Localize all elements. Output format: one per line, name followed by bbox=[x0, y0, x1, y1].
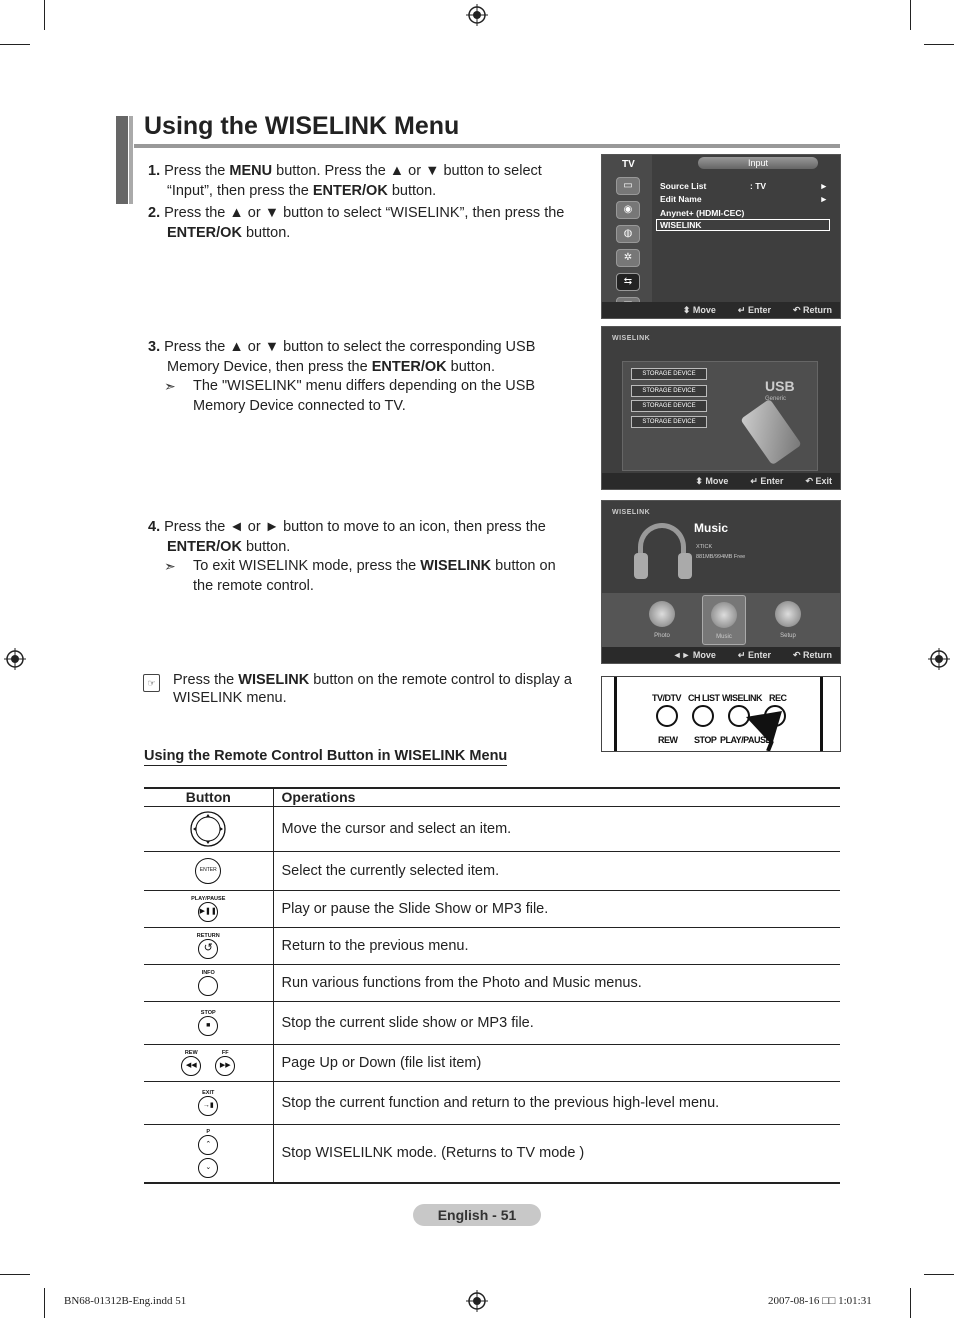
operation-text: Move the cursor and select an item. bbox=[273, 806, 840, 851]
picture-icon: ▭ bbox=[616, 177, 640, 195]
remote-label-rew: REW bbox=[658, 735, 678, 745]
button-cell bbox=[144, 1124, 273, 1183]
registration-mark-icon bbox=[4, 648, 26, 670]
crop-mark bbox=[0, 44, 30, 45]
menu-item-source-list: Source List : TV ► bbox=[660, 181, 828, 191]
usb-label: USB bbox=[765, 378, 795, 394]
step-4-note: ➣ To exit WISELINK mode, press the WISELINK button on the remote control. bbox=[164, 558, 556, 594]
step-3-note: ➣ The "WISELINK" menu differs depending on the USB Memory Device connected to TV. bbox=[164, 378, 536, 414]
sound-icon: ◉ bbox=[616, 201, 640, 219]
table-row bbox=[144, 1001, 840, 1044]
stop-button-icon: STOP ■ bbox=[198, 1010, 218, 1036]
registration-mark-icon bbox=[466, 4, 488, 26]
fast-forward-icon: ▶▶ bbox=[215, 1056, 235, 1076]
table-row bbox=[144, 1124, 840, 1183]
crop-mark bbox=[910, 1288, 911, 1318]
remote-control-illustration bbox=[601, 676, 841, 752]
play-pause-button-icon: PLAY/PAUSE ▶❚❚ bbox=[191, 896, 225, 922]
step-4: 4. Press the ◄ or ► button to move to an icon, then press the ENTER/OK button. ➣ To exit WISELINK mode, press the WISELINK button on the remote control. bbox=[148, 518, 588, 596]
menu-item-anynet: Anynet+ (HDMI-CEC) bbox=[660, 208, 745, 218]
crop-mark bbox=[924, 44, 954, 45]
title-accent-bar bbox=[116, 116, 128, 204]
info-icon bbox=[198, 976, 218, 996]
direction-pad-icon bbox=[189, 810, 227, 848]
button-cell bbox=[144, 806, 273, 851]
remote-label-playpause: PLAY/PAUSE bbox=[720, 735, 772, 745]
operation-text: Stop the current function and return to the previous high-level menu. bbox=[273, 1081, 840, 1124]
table-row bbox=[144, 1081, 840, 1124]
page-number: English - 51 bbox=[413, 1204, 541, 1226]
wiselink-logo: WISELINK bbox=[612, 335, 651, 342]
step-1-2 bbox=[148, 162, 588, 243]
device-panel bbox=[622, 361, 818, 471]
usb-generic-label: Generic bbox=[765, 396, 787, 402]
rew-button-icon: REW ◀◀ bbox=[181, 1050, 201, 1076]
rewind-icon: ◀◀ bbox=[181, 1056, 201, 1076]
storage-device-item: STORAGE DEVICE bbox=[631, 400, 707, 412]
column-header-operations: Operations bbox=[273, 788, 840, 806]
setup-icon: ✲ bbox=[616, 249, 640, 267]
title-rule bbox=[134, 144, 840, 148]
table-row bbox=[144, 806, 840, 851]
headphones-icon bbox=[678, 553, 692, 579]
section-heading: Using the Remote Control Button in WISELINK Menu bbox=[144, 748, 508, 764]
note-arrow-icon: ➣ bbox=[164, 558, 176, 574]
chevron-down-icon: ⌄ bbox=[198, 1158, 218, 1178]
remote-button bbox=[656, 705, 678, 727]
remote-label-rec: REC bbox=[769, 693, 787, 703]
operation-text: Page Up or Down (file list item) bbox=[273, 1044, 840, 1081]
device-name: XTICK bbox=[696, 544, 713, 550]
button-cell bbox=[144, 1044, 273, 1081]
enter-button-icon: ENTER bbox=[195, 858, 221, 884]
menu-item-edit-name: Edit Name ► bbox=[660, 194, 828, 204]
button-cell bbox=[144, 1001, 273, 1044]
photo-menu-item: Photo bbox=[640, 595, 684, 645]
button-cell bbox=[144, 851, 273, 890]
music-menu-item: Music bbox=[702, 595, 746, 645]
return-icon: ↺ bbox=[198, 939, 218, 959]
button-cell bbox=[144, 964, 273, 1001]
return-button-icon: RETURN ↺ bbox=[197, 933, 220, 959]
device-free-space: 881MB/994MB Free bbox=[696, 554, 746, 560]
remote-label-tvdtv: TV/DTV bbox=[652, 693, 682, 703]
crop-mark bbox=[0, 1274, 30, 1275]
operation-text: Run various functions from the Photo and Music menus. bbox=[273, 964, 840, 1001]
chevron-up-icon: ⌃ bbox=[198, 1135, 218, 1155]
tip-text: Press the WISELINK button on the remote control to display a WISELINK menu. bbox=[173, 672, 572, 706]
step-2: 2. Press the ▲ or ▼ button to select “WISELINK”, then press the ENTER/OK button. bbox=[148, 205, 565, 241]
title-accent-bar bbox=[129, 116, 133, 204]
table-row bbox=[144, 964, 840, 1001]
storage-device-item: STORAGE DEVICE bbox=[631, 385, 707, 397]
remote-edge bbox=[614, 677, 617, 752]
setup-icon bbox=[775, 601, 801, 627]
photo-icon bbox=[649, 601, 675, 627]
crop-mark bbox=[910, 0, 911, 30]
input-icon: ⇆ bbox=[616, 273, 640, 291]
crop-mark bbox=[44, 1288, 45, 1318]
remote-edge bbox=[820, 677, 823, 752]
remote-label-stop: STOP bbox=[694, 735, 717, 745]
play-pause-icon: ▶❚❚ bbox=[198, 902, 218, 922]
wiselink-logo: WISELINK bbox=[612, 509, 651, 516]
tip-hand-icon: ☞ bbox=[143, 674, 160, 692]
operation-text: Select the currently selected item. bbox=[273, 851, 840, 890]
menu-footer: ⬍ Move ↵ Enter ↶ Exit bbox=[602, 473, 840, 489]
arrow-right-icon: ► bbox=[819, 181, 828, 191]
crop-mark bbox=[924, 1274, 954, 1275]
registration-mark-icon bbox=[466, 1290, 488, 1312]
storage-device-item: STORAGE DEVICE bbox=[631, 368, 707, 380]
stop-icon: ■ bbox=[198, 1016, 218, 1036]
table-row bbox=[144, 890, 840, 927]
usb-stick-icon bbox=[740, 399, 802, 466]
menu-tab-input: Input bbox=[698, 157, 818, 169]
wiselink-music-screen bbox=[601, 500, 841, 664]
operation-text: Return to the previous menu. bbox=[273, 927, 840, 964]
remote-label-wiselink: WISELINK bbox=[722, 693, 762, 703]
registration-mark-icon bbox=[928, 648, 950, 670]
note-arrow-icon: ➣ bbox=[164, 378, 176, 394]
table-row bbox=[144, 1044, 840, 1081]
setup-menu-item: Setup bbox=[766, 595, 810, 645]
headphones-icon bbox=[634, 553, 648, 579]
menu-sidebar bbox=[602, 155, 652, 318]
operation-text: Stop the current slide show or MP3 file. bbox=[273, 1001, 840, 1044]
arrow-right-icon: ► bbox=[819, 194, 828, 204]
tv-input-menu-screen bbox=[601, 154, 841, 319]
menu-footer: ⬍ Move ↵ Enter ↶ Return bbox=[602, 302, 840, 318]
page-title: Using the WISELINK Menu bbox=[144, 112, 460, 140]
channel-up-down-button-icon: P ⌃ ⌄ bbox=[198, 1129, 218, 1178]
menu-footer: ◄► Move ↵ Enter ↶ Return bbox=[602, 647, 840, 663]
remote-button bbox=[692, 705, 714, 727]
table-row bbox=[144, 851, 840, 890]
operations-table bbox=[144, 787, 840, 1184]
button-cell bbox=[144, 1081, 273, 1124]
crop-mark bbox=[44, 0, 45, 30]
operation-text: Stop WISELILNK mode. (Returns to TV mode ) bbox=[273, 1124, 840, 1183]
step-3: 3. Press the ▲ or ▼ button to select the corresponding USB Memory Device, then press the ENTER/OK button. ➣ The "WISELINK" menu differs depending on the USB Memory Device connected to TV. bbox=[148, 338, 588, 416]
exit-icon: →▮ bbox=[198, 1096, 218, 1116]
print-slug-left: BN68-01312B-Eng.indd 51 bbox=[64, 1295, 187, 1307]
button-cell bbox=[144, 890, 273, 927]
remote-label-chlist: CH LIST bbox=[688, 693, 720, 703]
ff-button-icon: FF ▶▶ bbox=[215, 1050, 235, 1076]
column-header-button: Button bbox=[144, 788, 273, 806]
button-cell bbox=[144, 927, 273, 964]
exit-button-icon: EXIT →▮ bbox=[198, 1090, 218, 1116]
pointer-arrow-icon bbox=[742, 711, 788, 751]
menu-item-wiselink: WISELINK bbox=[656, 219, 830, 231]
music-icon bbox=[711, 602, 737, 628]
wiselink-device-screen bbox=[601, 326, 841, 490]
step-1: 1. Press the MENU button. Press the ▲ or ▼ button to select “Input”, then press the ENTER/OK button. bbox=[148, 163, 542, 199]
storage-device-item: STORAGE DEVICE bbox=[631, 416, 707, 428]
menu-sidebar-title: TV bbox=[622, 159, 635, 170]
print-slug-right: 2007-08-16 □□ 1:01:31 bbox=[768, 1295, 872, 1307]
info-button-icon: INFO bbox=[198, 970, 218, 996]
table-row bbox=[144, 927, 840, 964]
table-header bbox=[144, 788, 840, 806]
music-title: Music bbox=[694, 521, 729, 535]
channel-icon: ◍ bbox=[616, 225, 640, 243]
operation-text: Play or pause the Slide Show or MP3 file. bbox=[273, 890, 840, 927]
